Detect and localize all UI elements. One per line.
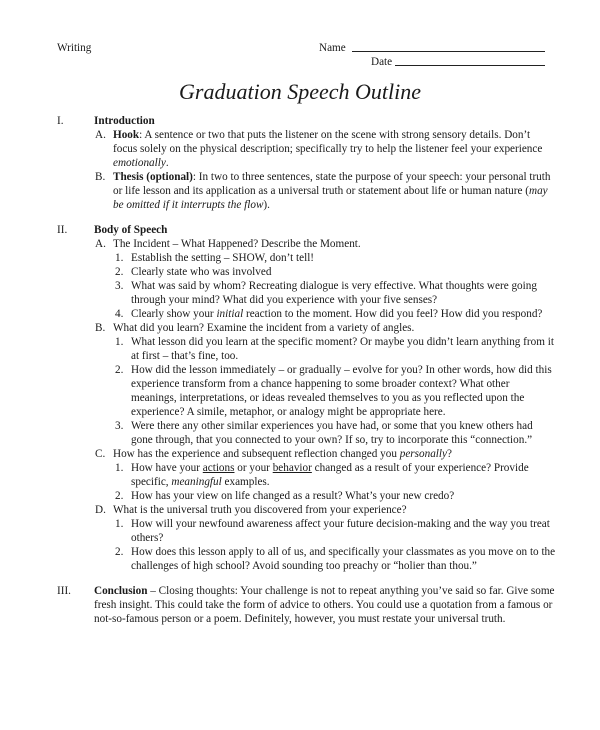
item-marker: A. [95, 238, 106, 250]
hook-text: : A sentence or two that puts the listener on the scene with strong sensory details. Don’t focus solely on the physical description; specifically try to help the listener feel your experience [113, 129, 543, 155]
list-item-text: What lesson did you learn at the specific moment? Or maybe you didn’t learn anything from it at first – that’s fine, too. [131, 336, 554, 362]
intro-item-hook [94, 128, 557, 170]
list-item [94, 545, 557, 573]
number-marker: 3. [115, 280, 124, 292]
underlined-text: actions [202, 462, 235, 474]
section-title: Introduction [94, 115, 155, 127]
section-conclusion [57, 584, 557, 626]
list-item [94, 265, 557, 279]
number-marker: 2. [115, 490, 124, 502]
intro-item-thesis [94, 170, 557, 212]
date-blank-line [395, 65, 545, 66]
section-body [57, 223, 557, 573]
list-item-text: Clearly state who was involved [131, 266, 272, 278]
number-marker: 1. [115, 252, 124, 264]
emphasis-text: meaningful [171, 476, 222, 488]
number-marker: 2. [115, 364, 124, 376]
section-number: III. [57, 585, 71, 597]
list-item [94, 461, 557, 489]
item-text: What did you learn? Examine the incident from a variety of angles. [113, 322, 415, 334]
hook-emphasis: emotionally [113, 157, 166, 169]
course-label: Writing [57, 42, 92, 54]
number-marker: 2. [115, 266, 124, 278]
section-number: I. [57, 115, 64, 127]
underlined-text: behavior [272, 462, 312, 474]
thesis-end: ). [263, 199, 270, 211]
list-item-text: How has your view on life changed as a result? What’s your new credo? [131, 490, 455, 502]
body-item-learn [94, 321, 557, 335]
list-item [94, 307, 557, 321]
emphasis-text: personally [399, 448, 447, 460]
list-item [94, 335, 557, 363]
section-number: II. [57, 224, 68, 236]
list-item [94, 517, 557, 545]
list-item-text: How will your newfound awareness affect your future decision-making and the way you treat others? [131, 518, 550, 544]
number-marker: 4. [115, 308, 124, 320]
list-item-text: examples. [221, 476, 270, 488]
list-item-text: or your [234, 462, 273, 474]
list-item-text: How did the lesson immediately – or gradually – evolve for you? In other words, how did this experience transform from a chance happening to some broader context? What other meanings, interpretations, or ideas revealed themselves to you as you reflected upon the experience? A simile, metaphor, or analogy might be appropriate here. [131, 364, 552, 418]
number-marker: 1. [115, 518, 124, 530]
item-marker: B. [95, 171, 106, 183]
conclusion-text: – Closing thoughts: Your challenge is not to repeat anything you’ve said so far. Give some fresh insight. This could take the form of advice to others. You could use a quotation from a famous or not-so-famous person or a poem. Definitely, however, you must restate your universal truth. [94, 585, 555, 625]
item-marker: B. [95, 322, 106, 334]
list-item-text: How does this lesson apply to all of us, and specifically your classmates as you move on to the challenges of high school? Avoid sounding too preachy or “holier than thou.” [131, 546, 556, 572]
list-item [94, 363, 557, 419]
name-blank-line [352, 51, 545, 52]
item-text: ? [446, 448, 452, 460]
document-title: Graduation Speech Outline [179, 79, 421, 104]
section-title: Body of Speech [94, 224, 168, 236]
list-item-text: Establish the setting – SHOW, don’t tell! [131, 252, 315, 264]
date-label: Date [371, 56, 393, 68]
hook-end: . [165, 157, 169, 169]
list-item [94, 419, 557, 447]
item-marker: D. [95, 504, 106, 516]
name-label: Name [319, 42, 346, 54]
thesis-emphasis: may be omitted if it interrupts the flow [113, 185, 548, 211]
item-text: What is the universal truth you discovered from your experience? [113, 504, 407, 516]
list-item-text: reaction to the moment. How did you feel? How did you respond? [243, 308, 543, 320]
item-text: The Incident – What Happened? Describe the Moment. [113, 238, 361, 250]
thesis-text: : In two to three sentences, state the purpose of your speech: your personal truth or life lesson and its application as a universal truth or statement about life or human nature ( [113, 171, 551, 197]
list-item-text: How have your [131, 462, 203, 474]
list-item-text: Were there any other similar experiences you have had, or some that you knew others had gone through, that you connected to your own? If so, try to incorporate this “connection.” [131, 420, 533, 446]
emphasis-text: initial [216, 308, 244, 320]
list-item-text: changed as a result of your experience? Provide specific, [131, 462, 529, 488]
list-item [94, 251, 557, 265]
outline [57, 114, 557, 637]
item-text: How has the experience and subsequent reflection changed you [113, 448, 400, 460]
list-item [94, 489, 557, 503]
number-marker: 1. [115, 336, 124, 348]
body-item-incident [94, 237, 557, 251]
list-item-text: Clearly show your [131, 308, 217, 320]
hook-term: Hook [113, 129, 140, 141]
list-item [94, 279, 557, 307]
section-title: Conclusion [94, 585, 148, 597]
item-marker: C. [95, 448, 106, 460]
list-item-text: What was said by whom? Recreating dialogue is very effective. What thoughts were going through your mind? What did you experience with your five senses? [131, 280, 537, 306]
item-marker: A. [95, 129, 106, 141]
body-item-change [94, 447, 557, 461]
thesis-term: Thesis (optional) [113, 171, 193, 183]
section-introduction [57, 114, 557, 212]
body-item-truth [94, 503, 557, 517]
number-marker: 2. [115, 546, 124, 558]
number-marker: 1. [115, 462, 124, 474]
number-marker: 3. [115, 420, 124, 432]
